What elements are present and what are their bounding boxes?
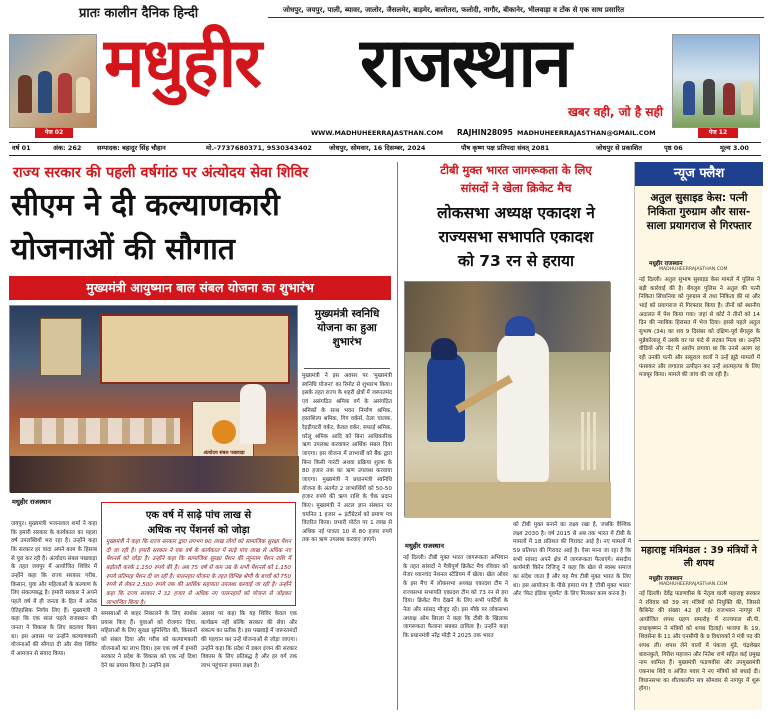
cricket-kicker-1: टीबी मुक्त भारत जागरूकता के लिए: [440, 163, 592, 177]
email-link[interactable]: MADHUHEERRAJASTHAN@GMAIL.COM: [517, 129, 656, 137]
wicketkeeper-figure: [427, 352, 465, 442]
cricket-kicker-2: सांसदों ने खेला क्रिकेट मैच: [460, 181, 572, 195]
podium-text: अंत्योदय संबल पखवाड़ा: [203, 451, 245, 456]
story-divider: [639, 540, 759, 541]
cricket-byline: मधुहीर राजस्थान: [405, 542, 444, 550]
news-flash-header: [635, 162, 763, 186]
info-year: वर्ष 01: [12, 144, 31, 152]
story2-body: नई दिल्ली। देवेंद्र फडणवीस के नेतृत्व वाली महाराष्ट्र सरकार ने रविवार को 39 नए मंत्रियों को नियुक्ति की, जिससे कैबिनेट की संख्या 42 हो गई। राजभवन नागपुर में आयोजित शपथ ग्रहण समारोह में राज्यपाल सी.पी. राधाकृष्णन ने मंत्रियों को शपथ दिलाई। भाजपा के 19, शिवसेना के 11 और एनसीपी के 9 विधायकों ने मंत्री पद की शपथ ली। शपथ लेने वालों में पंकजा मुंडे, चंद्रशेखर बावनकुले, गिरीश महाजन और नितेश राणे सहित कई प्रमुख नाम शामिल हैं। मुख्यमंत्री फडणवीस और उपमुख्यमंत्री एकनाथ शिंदे व अजित पवार ने नए मंत्रियों को बधाई दी। विधानसभा का शीतकालीन सत्र सोमवार से नागपुर में शुरू होगा।: [639, 591, 760, 693]
batsman-figure: [497, 332, 549, 482]
page-label-right[interactable]: पेज 12: [698, 128, 738, 138]
stage-portrait: [40, 318, 82, 376]
pension-box-headline-1: एक वर्ष में साढ़े पांच लाख से: [145, 510, 252, 521]
masthead-left-photo: [9, 34, 97, 128]
story1-website[interactable]: MADHUHEERRAJASTHAN.COM: [659, 267, 728, 272]
news-flash-sidebar: [634, 162, 762, 710]
info-samvat: पौष कृष्ण पक्ष प्रतिपदा संवत् 2081: [461, 144, 550, 152]
stage-backdrop: [100, 314, 290, 384]
story1-headline: अतुल सुसाइड केस: पत्नी निकिता गुरुग्राम और सास-साला प्रयागराज से गिरफ्तार: [646, 192, 752, 232]
cricket-headline-2: राज्यसभा सभापति एकादश: [438, 228, 594, 246]
pension-box: [101, 502, 296, 606]
masthead-slogan: खबर वही, जो है सही: [568, 105, 663, 119]
story2-headline: महाराष्ट्र मंत्रिमंडल : 39 मंत्रियों ने ली शपथ: [641, 545, 757, 569]
masthead-title-left: मधुहीर: [104, 24, 261, 103]
stumps-icon: [581, 412, 597, 470]
pitch: [405, 482, 611, 518]
story2-website[interactable]: MADHUHEERRAJASTHAN.COM: [659, 582, 728, 587]
masthead-title-right: राजस्थान: [360, 24, 570, 103]
cricket-headline-3: को 73 रन से हराया: [457, 252, 575, 270]
pension-box-body: मुख्यमंत्री ने कहा कि राज्य सरकार द्वारा लगभग 90 लाख लोगों को सामाजिक सुरक्षा पेंशन दी जा रही है। हमारी सरकार ने एक वर्ष के कार्यकाल में साढ़े पांच लाख से अधिक नए पेंशनर्स को जोड़ा है। उन्होंने कहा कि सामाजिक सुरक्षा पेंशन की न्यूनतम पेंशन राशि में बढ़ोतरी करके 1,150 रुपये की है। अब 75 वर्ष से कम उम्र के सभी पेंशनर्स को 1,150 रुपये प्रतिमाह पेंशन दी जा रही है। पालनहार योजना के तहत विभिन्न श्रेणी के बच्चों को 750 रुपये से लेकर 2,500 रुपये तक की आर्थिक सहायता उपलब्ध करवाई जा रही है। उन्होंने कहा कि राज्य सरकार ने 32 हजार से अधिक नए पालनहारों को योजना से जोड़कर लाभान्वित किया है।: [106, 539, 291, 606]
photo-figure: [38, 71, 52, 113]
info-mobile: मो.-7737680371, 9530343402: [206, 144, 312, 152]
lead-kicker: राज्य सरकार की पहली वर्षगांठ पर अंत्योदय सेवा शिविर: [13, 165, 309, 181]
info-editor: सम्पादक: बहादुर सिंह चौहान: [97, 144, 166, 152]
masthead: [0, 0, 768, 138]
masthead-right-photo: [672, 34, 760, 128]
lead-col3: अवसर पर कहा कि यह शिविर केवल एक कार्यक्रम नहीं बल्कि सरकार की सेवा और संकल्प का प्रतीक है। इस पखवाड़े में जरूरतमंदों की पहचान कर उन्हें योजनाओं से जोड़ा जाएगा। उन्होंने कहा कि प्रदेश में डबल इंजन की सरकार विकास के लिए प्रतिबद्ध है और हर वर्ग तक लाभ पहुंचाना हमारा लक्ष्य है।: [201, 611, 297, 669]
photo-figure: [723, 83, 735, 115]
info-issue: अंक: 262: [53, 144, 82, 152]
photo-figure: [703, 79, 715, 115]
lead-byline: [12, 497, 92, 506]
masthead-cities: जोधपुर, जयपुर, पाली, ब्यावर, जालोर, जैसलमेर, बाड़मेर, बालोतरा, फलोदी, नागौर, बीकानेर, भीलवाड़ा व टोंक से एक साथ प्रसारित: [283, 6, 625, 14]
story2-byline: मधुहीर राजस्थान: [649, 576, 683, 582]
photo-figure: [58, 73, 72, 113]
cricket-col2: को टीबी मुक्त बनाने का लक्ष्य रखा है, जबकि वैश्विक लक्ष्य 2030 है। वर्ष 2015 से अब तक भारत में टीबी के मामलों में 18 प्रतिशत की गिरावट आई है। नए मामलों में 59 प्रतिशत की गिरावट आई है। ऐसा माना जा रहा है कि सभी सांसद अपने क्षेत्र में जागरूकता फैलाएंगे। संसदीय कार्यमंत्री किरेन रिजिजू ने कहा कि खेल से स्वस्थ समाज का संदेश जाता है और यह मैच टीबी मुक्त भारत के लिए था। इस आयोजन के पीछे हमारा मंत्र है 'टीबी मुक्त भारत' और 'फिट इंडिया मूवमेंट' के लिए मिलकर काम करना है।: [513, 522, 631, 598]
dignitaries-row: [20, 418, 180, 444]
side-body: मुख्यमंत्री ने इस अवसर पर 'मुख्यमंत्री स्वनिधि योजना' का रिमोट से शुभारंभ किया। इसके तहत राज्य के शहरी क्षेत्रों में जरूरतमंद एवं असंगठित श्रमिक वर्ग के असंगठित श्रमिकों के साथ भवन निर्माण श्रमिक, हस्तशिल्प श्रमिक, गिग वर्कर्स, ठेला चालक, रेहड़ीपटरी वर्कर, केवल वर्कर, सफाई श्रमिक, घरेलू श्रमिक आदि को बिना आधिकारिक ऋण उपलब्ध करवाकर आर्थिक संबल दिया जाएगा। इस योजना में लाभार्थी को बैंक द्वारा बिना किसी गारंटी अथवा प्रक्रिया शुल्क के 80 हजार तक का ऋण उपलब्ध करवाया जाएगा। मुख्यमंत्री ने प्रधानमंत्री स्वनिधि योजना के अंतर्गत 2 लाभार्थियों को 50-50 हजार रुपये की ऋण राशि के चैक प्रदान किए। मुख्यमंत्री ने अटल ज्ञान संस्थान पर चयनित 1 हजार + इंटीग्रेटर्स को प्रमाण पत्र वितरित किया। प्रभारी पोर्टल पर 1 लाख से अधिक नई पात्रता 10 से 80 हजार रुपये तक का ऋण उपलब्ध करवाए जाएंगे।: [302, 373, 392, 544]
photo-figure: [18, 75, 32, 113]
lead-photo: [9, 305, 298, 492]
photo-figure: [683, 81, 695, 115]
info-pages: पृष्ठ 06: [664, 144, 683, 152]
batsman-cap-icon: [505, 316, 535, 336]
info-bar: [9, 142, 761, 156]
photo-figure: [741, 81, 753, 115]
lead-headline-line2: योजनाओं की सौगात: [11, 232, 236, 267]
column-divider: [397, 162, 398, 710]
story1-body: नई दिल्ली। अतुल सुभाष सुसाइड केस मामले में पुलिस ने बड़ी कार्रवाई की है। बेंगलुरु पुलिस ने अतुल की पत्नी निकिता सिंघानिया को गुरुग्राम से तथा निकिता की मां और भाई को प्रयागराज से गिरफ्तार किया है। तीनों को स्थानीय अदालत में पेश किया गया। जहां से कोर्ट ने तीनों को 14 दिन की न्यायिक हिरासत में भेज दिया। इससे पहले अतुल सुभाष (34) का शव 9 दिसंबर को दक्षिण-पूर्व बेंगलुरु के मुन्नेकोलालु में उसके घर पर फंदे से लटका मिला था। उन्होंने वीडियो और नोट में आरोप लगाया था कि उनसे अलग रह रही उनकी पत्नी और ससुराल वालों ने उन्हें झूठे मामलों में फंसाकर और लगातार उत्पीड़न कर उन्हें आत्महत्या के लिए मजबूर किया। मामले की जांच की जा रही है।: [639, 277, 760, 379]
cricket-photo: [404, 281, 610, 517]
story1-byline: मधुहीर राजस्थान: [649, 261, 683, 267]
audience-row: [10, 456, 299, 493]
news-flash-title: न्यूज फ्लैश: [673, 166, 725, 181]
speaker-figure: [240, 384, 266, 444]
pension-box-headline-2: अधिक नए पेंशनर्स को जोड़ा: [147, 525, 250, 536]
cricket-headline-1: लोकसभा अध्यक्ष एकादश ने: [437, 204, 595, 222]
podium-emblem-icon: [212, 420, 236, 444]
side-headline: मुख्यमंत्री स्वनिधि योजना का हुआ शुभारंभ: [314, 308, 380, 348]
info-date: जोधपुर, सोमवार, 16 दिसम्बर, 2024: [329, 144, 426, 152]
lead-col1: जयपुर। मुख्यमंत्री भजनलाल शर्मा ने कहा कि हमारी सरकार के कार्यकाल का पहला वर्ष उपलब्धियों भरा रहा है। उन्होंने कहा कि सरकार हर वादा अपने काम के हिसाब से पूरा कर रही है। अंत्योदय संबल पखवाड़ा के तहत जयपुर में आयोजित शिविर में उन्होंने कहा कि राज्य सरकार गरीब, किसान, युवा और महिलाओं के कल्याण के लिए संकल्पबद्ध है। हमारी सरकार ने अपने पहले वर्ष में ही जनता के हित में अनेक ऐतिहासिक निर्णय लिए हैं। मुख्यमंत्री ने कहा कि एक साल पहले राजस्थान की जनता ने विकास के लिए बदलाव किया था। इस अवसर पर उन्होंने कल्याणकारी योजनाओं की सौगात दी और सेवा शिविर में आमजन से संवाद किया।: [11, 521, 97, 657]
helmet-icon: [431, 338, 457, 360]
cricket-col1: नई दिल्ली। टीबी मुक्त भारत जागरूकता अभियान के तहत सांसदों ने मैत्रीपूर्ण क्रिकेट मैच रविवार को मेजर ध्यानचंद नेशनल स्टेडियम में खेला। खेल ओवर के इस मैच में लोकसभा अध्यक्ष एकादश टीम ने राज्यसभा सभापति एकादश टीम को 73 रन से हरा दिया। क्रिकेट मैच देखने के लिए सभी पार्टियों के नेता और सांसद मौजूद रहे। इस मौके पर लोकसभा अध्यक्ष ओम बिरला ने कहा कि टीबी के खिलाफ जागरूकता फैलाना सबका दायित्व है। उन्होंने कहा कि प्रधानमंत्री नरेंद्र मोदी ने 2025 तक भारत: [403, 555, 508, 639]
lead-banner: [9, 276, 391, 300]
masthead-tagline: प्रातः कालीन दैनिक हिन्दी: [79, 6, 199, 21]
rni-number: RAJHIN28095: [457, 128, 513, 137]
lead-col2: समस्याओं से बाहर निकालने के लिए सार्थक प्रयास किए हैं। युवाओं को रोजगार दिया, महिलाओं के लिए सुरक्षा सुनिश्चित की, किसानों को संबल दिया और गरीब को कल्याणकारी योजनाओं का लाभ दिया। इस एक वर्ष में हमारी सरकार ने प्रदेश के विकास को एक नई दिशा देने का प्रयास किया है। उन्होंने इस: [101, 611, 197, 669]
website-link[interactable]: WWW.MADHUHEERRAJASTHAN.COM: [311, 129, 444, 137]
page-label-left[interactable]: पेज 02: [35, 128, 73, 138]
info-published: जोधपुर से प्रकाशित: [596, 144, 642, 152]
lead-headline-line1: सीएम ने दी कल्याणकारी: [11, 188, 280, 223]
byline-text: मधुहीर राजस्थान: [12, 498, 51, 506]
lead-banner-text: मुख्यमंत्री आयुष्मान बाल संबल योजना का शुभारंभ: [86, 280, 314, 295]
photo-figure: [76, 77, 90, 113]
side-rule: [304, 368, 390, 369]
info-price: मूल्य 3.00: [720, 144, 749, 152]
